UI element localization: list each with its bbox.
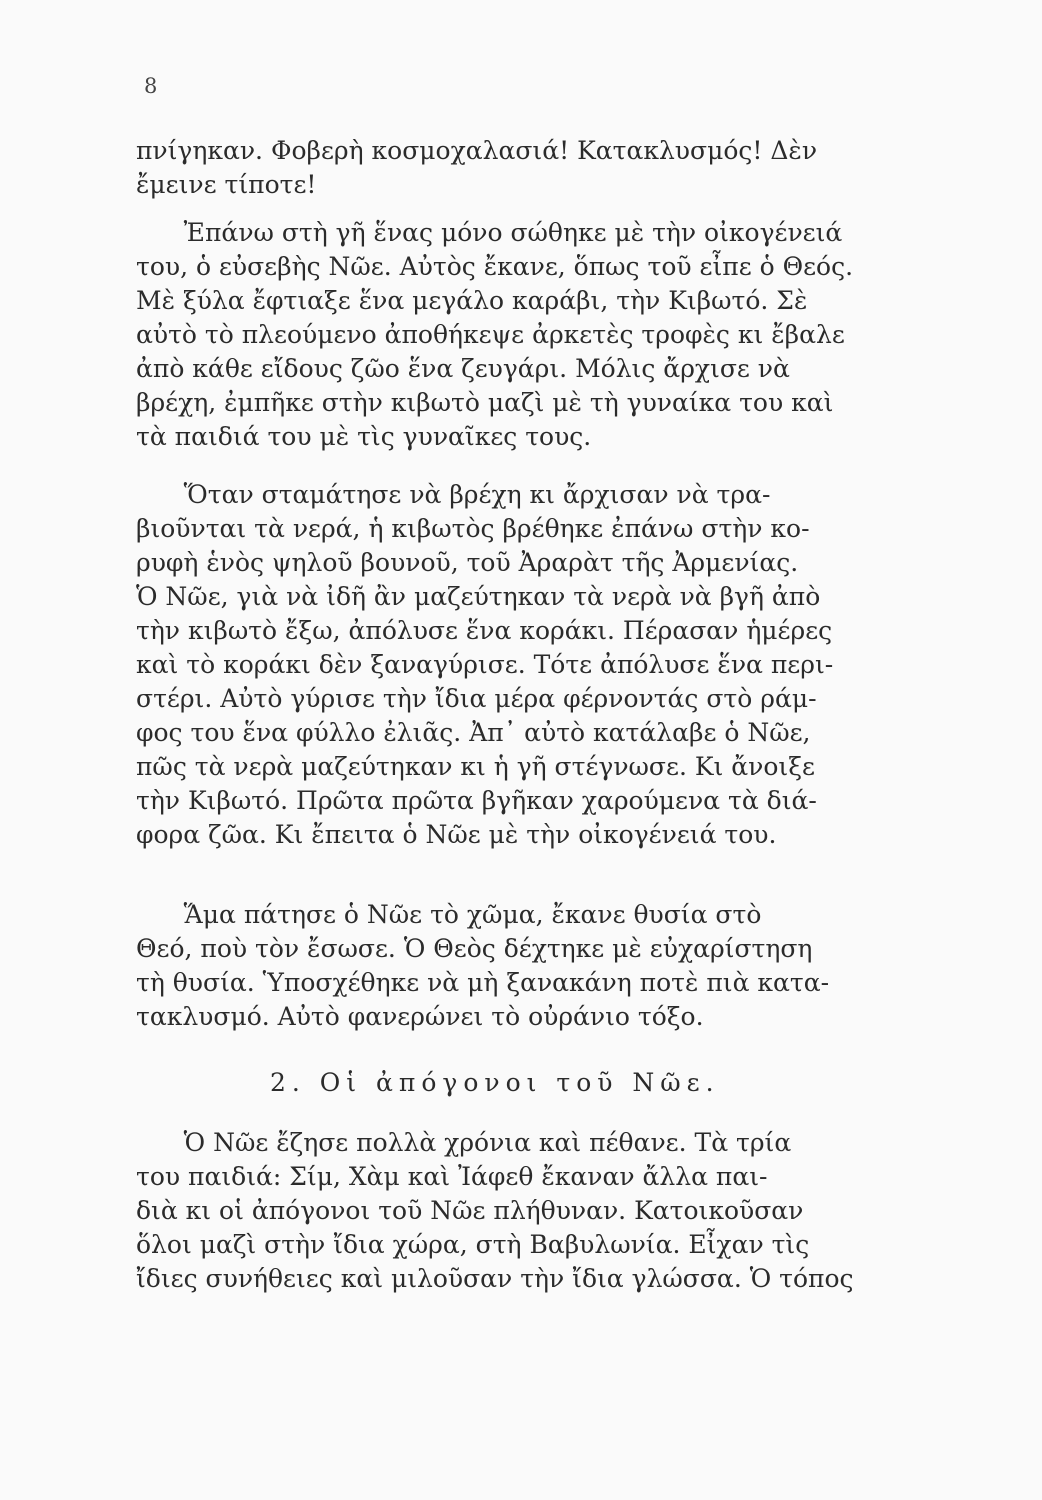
text-line: πῶς τὰ νερὰ μαζεύτηκαν κι ἡ γῆ στέγνωσε. Κι ἄνοιξε [136, 752, 815, 781]
text-line: του, ὁ εὐσεβὴς Νῶε. Αὐτὸς ἔκανε, ὅπως τοῦ εἶπε ὁ Θεός. [136, 252, 854, 281]
text-line: ἔμεινε τίποτε! [136, 170, 317, 199]
text-line: Ὅταν σταμάτησε νὰ βρέχη κι ἄρχισαν νὰ τρα- [136, 480, 771, 509]
text-line: τὴν κιβωτὸ ἔξω, ἀπόλυσε ἕνα κοράκι. Πέρασαν ἡμέρες [136, 616, 833, 645]
paragraph-4 [136, 898, 866, 1034]
text-line: βρέχη, ἐμπῆκε στὴν κιβωτὸ μαζὶ μὲ τὴ γυναίκα του καὶ [136, 388, 834, 417]
text-line: Ὁ Νῶε ἔζησε πολλὰ χρόνια καὶ πέθανε. Τὰ τρία [136, 1128, 792, 1157]
text-line: ἴδιες συνήθειες καὶ μιλοῦσαν τὴν ἴδια γλώσσα. Ὁ τόπος [136, 1264, 854, 1293]
text-line: τακλυσμό. Αὐτὸ φανερώνει τὸ οὐράνιο τόξο. [136, 1002, 704, 1031]
text-line: ρυφὴ ἑνὸς ψηλοῦ βουνοῦ, τοῦ Ἀραρὰτ τῆς Ἀρμενίας. [136, 548, 799, 577]
text-line: βιοῦνται τὰ νερά, ἡ κιβωτὸς βρέθηκε ἐπάνω στὴν κο- [136, 514, 810, 543]
text-line: Ἐπάνω στὴ γῆ ἕνας μόνο σώθηκε μὲ τὴν οἰκογένειά [136, 218, 843, 247]
text-line: ὅλοι μαζὶ στὴν ἴδια χώρα, στὴ Βαβυλωνία. Εἶχαν τὶς [136, 1230, 810, 1259]
section-heading: 2. Οἱ ἀπόγονοι τοῦ Νῶε. [270, 1068, 720, 1097]
text-line: τὴν Κιβωτό. Πρῶτα πρῶτα βγῆκαν χαρούμενα τὰ διά- [136, 786, 817, 815]
text-line: αὐτὸ τὸ πλεούμενο ἀποθήκεψε ἀρκετὲς τροφὲς κι ἔβαλε [136, 320, 845, 349]
text-line: φος του ἕνα φύλλο ἐλιᾶς. Ἀπ᾿ αὐτὸ κατάλαβε ὁ Νῶε, [136, 718, 811, 747]
text-line: διὰ κι οἱ ἀπόγονοι τοῦ Νῶε πλήθυναν. Κατοικοῦσαν [136, 1196, 804, 1225]
paragraph-3 [136, 478, 866, 852]
text-line: Θεό, ποὺ τὸν ἔσωσε. Ὁ Θεὸς δέχτηκε μὲ εὐχαρίστηση [136, 934, 813, 963]
text-line: Ἅμα πάτησε ὁ Νῶε τὸ χῶμα, ἔκανε θυσία στὸ [136, 900, 762, 929]
text-line: Μὲ ξύλα ἔφτιαξε ἕνα μεγάλο καράβι, τὴν Κιβωτό. Σὲ [136, 286, 808, 315]
text-line: Ὁ Νῶε, γιὰ νὰ ἰδῆ ἂν μαζεύτηκαν τὰ νερὰ νὰ βγῆ ἀπὸ [136, 582, 821, 611]
text-line: καὶ τὸ κοράκι δὲν ξαναγύρισε. Τότε ἀπόλυσε ἕνα περι- [136, 650, 834, 679]
text-line: στέρι. Αὐτὸ γύρισε τὴν ἴδια μέρα φέρνοντάς στὸ ράμ- [136, 684, 817, 713]
paragraph-5 [136, 1126, 866, 1296]
page-number: 8 [144, 74, 158, 98]
text-line: ἀπὸ κάθε εἴδους ζῶο ἕνα ζευγάρι. Μόλις ἄρχισε νὰ [136, 354, 790, 383]
paragraph-2 [136, 216, 866, 454]
text-line: πνίγηκαν. Φοβερὴ κοσμοχαλασιά! Κατακλυσμός! Δὲν [136, 136, 818, 165]
text-line: τὰ παιδιά του μὲ τὶς γυναῖκες τους. [136, 422, 592, 451]
text-line: τὴ θυσία. Ὑποσχέθηκε νὰ μὴ ξανακάνη ποτὲ πιὰ κατα- [136, 968, 830, 997]
paragraph-1 [136, 134, 866, 202]
text-line: του παιδιά: Σίμ, Χὰμ καὶ Ἰάφεθ ἔκαναν ἄλλα παι- [136, 1162, 768, 1191]
text-line: φορα ζῶα. Κι ἔπειτα ὁ Νῶε μὲ τὴν οἰκογένειά του. [136, 820, 777, 849]
